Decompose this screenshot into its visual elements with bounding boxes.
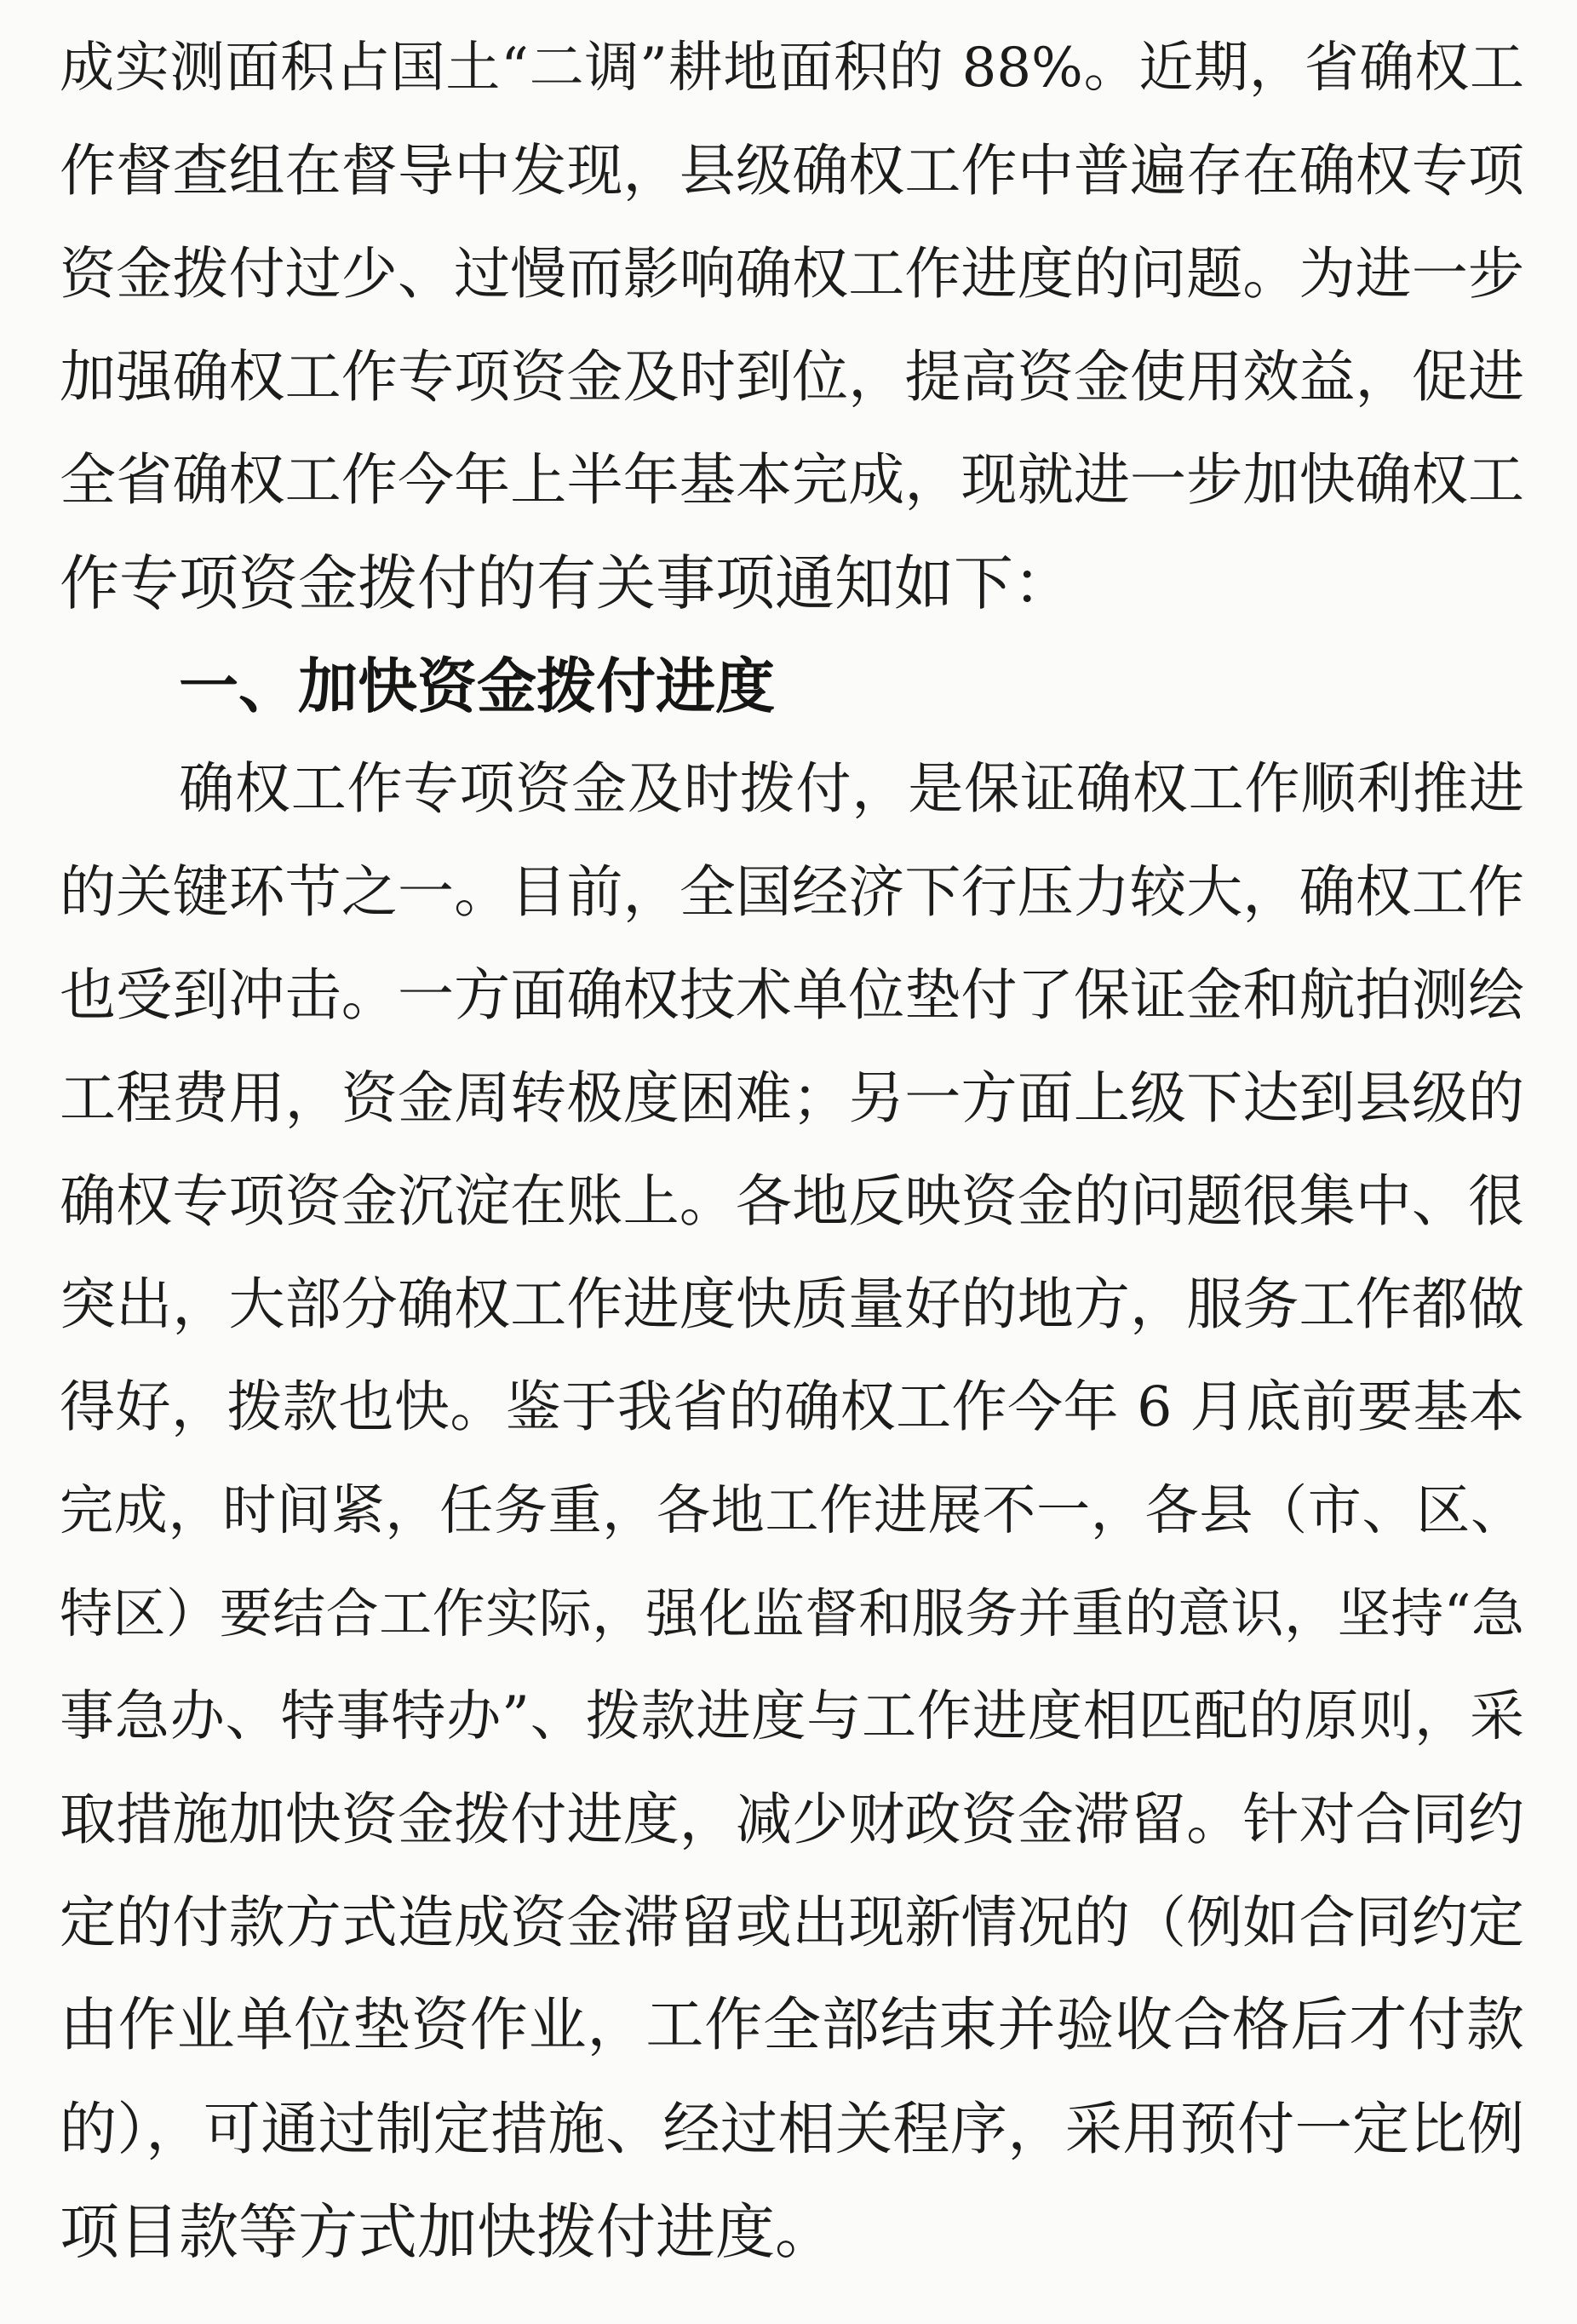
text-line-14: 得好，拨款也快。鉴于我省的确权工作今年 6 月底前要基本	[60, 1375, 1524, 1439]
text-line-11: 工程费用，资金周转极度困难；另一方面上级下达到县级的	[60, 1065, 1524, 1131]
text-line-15: 完成，时间紧，任务重，各地工作进展不一，各县（市、区、	[60, 1479, 1524, 1541]
text-line-18: 取措施加快资金拨付进度，减少财政资金滞留。针对合同约	[60, 1787, 1524, 1852]
text-line-3: 资金拨付过少、过慢而影响确权工作进度的问题。为进一步	[60, 241, 1524, 307]
text-line-20: 由作业单位垫资作业，工作全部结束并验收合格后才付款	[60, 1992, 1524, 2059]
text-line-4: 加强确权工作专项资金及时到位，提高资金使用效益，促进	[60, 344, 1524, 410]
text-line-13: 突出，大部分确权工作进度快质量好的地方，服务工作都做	[60, 1271, 1524, 1337]
section-heading: 一、加快资金拨付进度	[179, 651, 775, 721]
text-line-6: 作专项资金拨付的有关事项通知如下：	[60, 548, 1073, 618]
text-line-1: 成实测面积占国土“二调”耕地面积的 88%。近期，省确权工	[60, 37, 1524, 100]
text-line-17: 事急办、特事特办”、拨款进度与工作进度相匹配的原则，采	[60, 1685, 1524, 1748]
text-line-10: 也受到冲击。一方面确权技术单位垫付了保证金和航拍测绘	[60, 962, 1524, 1028]
text-line-5: 全省确权工作今年上半年基本完成，现就进一步加快确权工	[60, 447, 1524, 513]
text-line-8: 确权工作专项资金及时拨付，是保证确权工作顺利推进	[179, 757, 1524, 821]
text-line-2: 作督查组在督导中发现，县级确权工作中普遍存在确权专项	[60, 138, 1524, 204]
text-line-19: 定的付款方式造成资金滞留或出现新情况的（例如合同约定	[60, 1890, 1524, 1955]
text-line-16: 特区）要结合工作实际，强化监督和服务并重的意识，坚持“急	[60, 1582, 1524, 1644]
text-line-22: 项目款等方式加快拨付进度。	[60, 2197, 834, 2267]
text-line-12: 确权专项资金沉淀在账上。各地反映资金的问题很集中、很	[60, 1168, 1524, 1234]
text-line-21: 的），可通过制定措施、经过相关程序，采用预付一定比例	[60, 2096, 1524, 2162]
text-line-9: 的关键环节之一。目前，全国经济下行压力较大，确权工作	[60, 859, 1524, 925]
